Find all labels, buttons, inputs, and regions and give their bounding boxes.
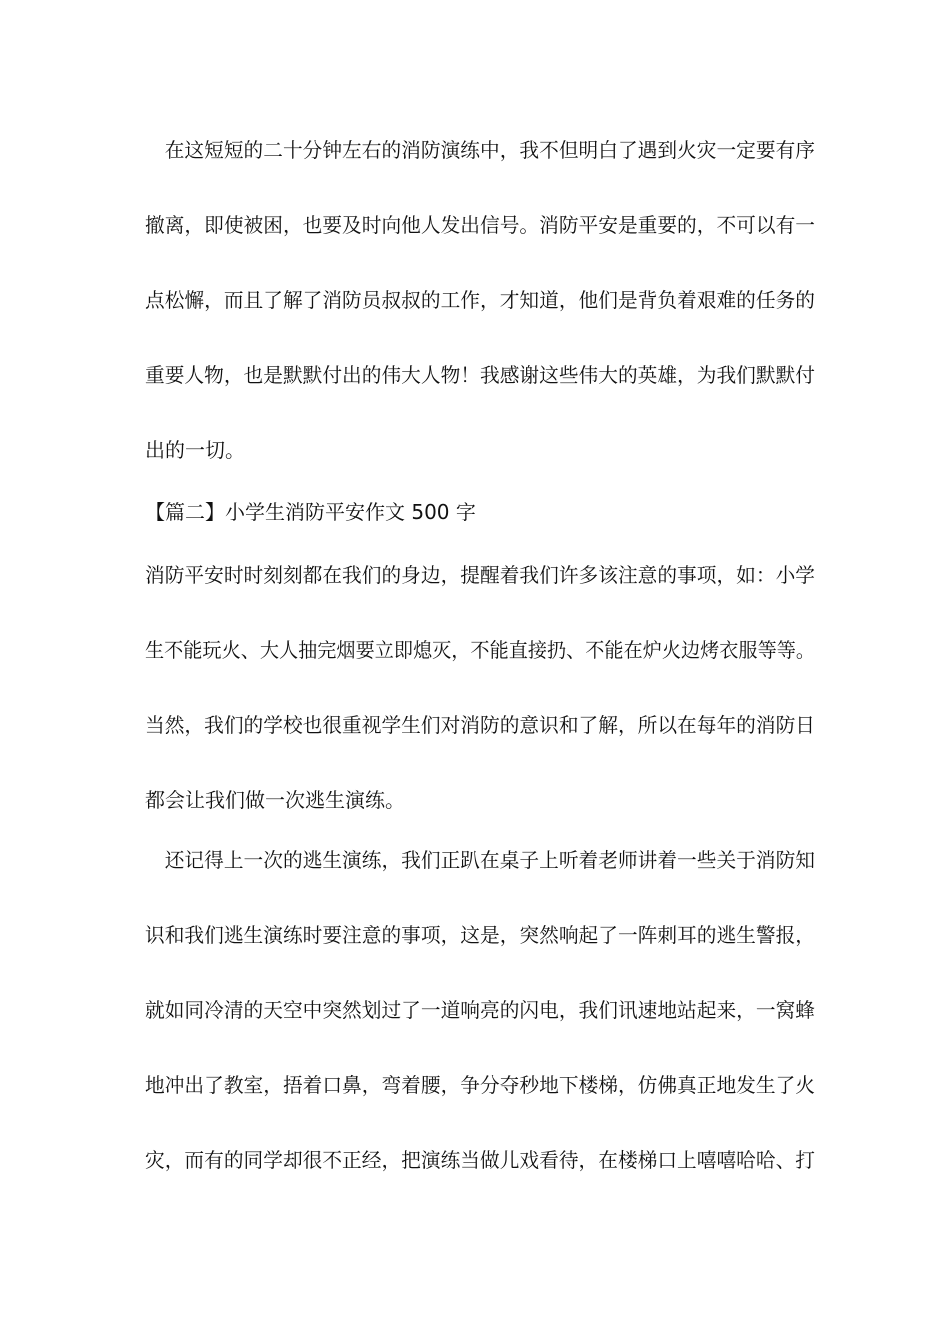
paragraph2-line-4: 都会让我们做一次逃生演练。 [145, 788, 405, 812]
section-heading: 【篇二】小学生消防平安作文 500 字 [145, 500, 476, 524]
paragraph1-line-4: 重要人物，也是默默付出的伟大人物！我感谢这些伟大的英雄，为我们默默付 [145, 363, 815, 387]
paragraph3-line-1: 还记得上一次的逃生演练，我们正趴在桌子上听着老师讲着一些关于消防知 [145, 848, 815, 872]
paragraph2-line-3: 当然，我们的学校也很重视学生们对消防的意识和了解，所以在每年的消防日 [145, 713, 815, 737]
paragraph3-line-2: 识和我们逃生演练时要注意的事项，这是，突然响起了一阵刺耳的逃生警报， [145, 923, 815, 947]
paragraph3-line-3: 就如同冷清的天空中突然划过了一道响亮的闪电，我们讯速地站起来，一窝蜂 [145, 998, 815, 1022]
paragraph1-line-1: 在这短短的二十分钟左右的消防演练中，我不但明白了遇到火灾一定要有序 [145, 138, 815, 162]
paragraph3-line-4: 地冲出了教室，捂着口鼻，弯着腰，争分夺秒地下楼梯，仿佛真正地发生了火 [145, 1073, 815, 1097]
paragraph1-line-5: 出的一切。 [145, 438, 245, 462]
paragraph1-line-2: 撤离，即使被困，也要及时向他人发出信号。消防平安是重要的，不可以有一 [145, 213, 815, 237]
paragraph2-line-1: 消防平安时时刻刻都在我们的身边，提醒着我们许多该注意的事项，如：小学 [145, 563, 815, 587]
paragraph1-line-3: 点松懈，而且了解了消防员叔叔的工作，才知道，他们是背负着艰难的任务的 [145, 288, 815, 312]
paragraph3-line-5: 灾，而有的同学却很不正经，把演练当做儿戏看待，在楼梯口上嘻嘻哈哈、打 [145, 1148, 815, 1172]
paragraph2-line-2: 生不能玩火、大人抽完烟要立即熄灭，不能直接扔、不能在炉火边烤衣服等等。 [145, 638, 815, 662]
